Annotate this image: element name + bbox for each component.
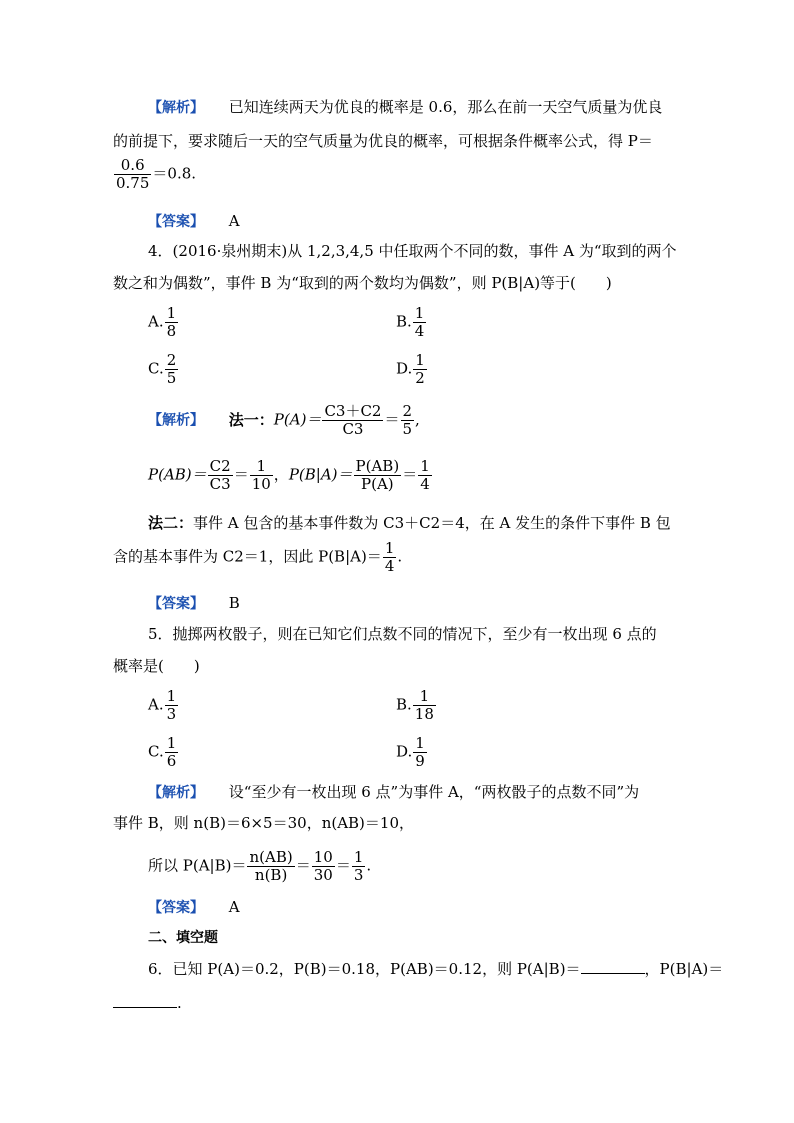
fraction: $\frac{1}{10}$ xyxy=(251,457,271,493)
option-a: A. $\frac{1}{3}$ xyxy=(148,687,177,723)
answer-line xyxy=(148,897,240,918)
explanation-line xyxy=(148,782,639,803)
answer-value: A xyxy=(228,212,240,230)
fraction: $\frac{0.6}{0.75}$ xyxy=(116,156,150,192)
formula-line: P(AB)＝ $\frac{C2}{C3}$ ＝ $\frac{1}{10}$ ，P(B|A)＝ $\frac{P(AB)}{P(A)}$ ＝ $\frac{1}{4}$ xyxy=(148,457,430,493)
text: ＝0.8. xyxy=(152,164,197,183)
text: 设“至少有一枚出现 6 点”为事件 A，“两枚骰子的点数不同”为 xyxy=(228,783,640,801)
explanation-tag: 【解析】 xyxy=(148,785,204,801)
answer-tag: 【答案】 xyxy=(148,214,204,230)
answer-value: B xyxy=(228,594,240,612)
method-label: 法一： xyxy=(228,410,274,429)
text: 已知连续两天为优良的概率是 0.6，那么在前一天空气质量为优良 xyxy=(228,98,663,116)
method-label: 法二： xyxy=(148,514,194,532)
explanation-line: 含的基本事件为 C2＝1，因此 P(B|A)＝ $\frac{1}{4}$ . xyxy=(113,539,403,575)
explanation-tag: 【解析】 xyxy=(148,100,204,116)
explanation-line: 的前提下，要求随后一天的空气质量为优良的概率，可根据条件概率公式，得 P＝ xyxy=(113,132,653,150)
formula-line xyxy=(113,157,196,192)
fraction: $\frac{P(AB)}{P(A)}$ xyxy=(355,457,400,493)
section-heading: 二、填空题 xyxy=(148,930,218,946)
option-c: C. $\frac{2}{5}$ xyxy=(148,351,177,387)
formula-line: 所以 P(A|B)＝ $\frac{n(AB)}{n(B)}$ ＝ $\frac{10}{30}$ ＝ $\frac{1}{3}$ . xyxy=(148,848,372,884)
fraction: $\frac{n(AB)}{n(B)}$ xyxy=(249,848,293,884)
question-line: 4．(2016·泉州期末)从 1,2,3,4,5 中任取两个不同的数，事件 A 为“取到的两个 xyxy=(148,242,677,260)
answer-line xyxy=(148,593,240,614)
answer-value: A xyxy=(228,898,240,916)
fraction: $\frac{C3+C2}{C3}$ xyxy=(324,402,382,438)
answer-blank[interactable] xyxy=(113,993,177,1008)
fraction: $\frac{1}{4}$ xyxy=(384,539,395,575)
explanation-line: 【解析】 法一：P(A)＝ $\frac{C3+C2}{C3}$ ＝ $\frac{2}{5}$ , xyxy=(148,402,420,438)
option-d: D. $\frac{1}{9}$ xyxy=(396,734,425,770)
question-line: 5．抛掷两枚骰子，则在已知它们点数不同的情况下，至少有一枚出现 6 点的 xyxy=(148,625,657,643)
explanation-line: 法二：事件 A 包含的基本事件数为 C3＋C2＝4，在 A 发生的条件下事件 B 包 xyxy=(148,514,671,532)
explanation-line xyxy=(148,97,662,118)
question-line: 6．已知 P(A)＝0.2，P(B)＝0.18，P(AB)＝0.12，则 P(A|B)＝ ，P(B|A)＝ xyxy=(148,960,724,978)
answer-tag: 【答案】 xyxy=(148,596,204,612)
option-b: B. $\frac{1}{4}$ xyxy=(396,304,425,340)
fraction: $\frac{1}{4}$ xyxy=(420,457,430,493)
option-b: B. $\frac{1}{18}$ xyxy=(396,687,434,723)
question-line: . xyxy=(113,993,182,1013)
answer-line xyxy=(148,211,240,232)
answer-blank[interactable] xyxy=(581,959,645,974)
fraction: $\frac{1}{3}$ xyxy=(353,848,364,884)
option-d: D. $\frac{1}{2}$ xyxy=(396,351,425,387)
option-a: A. $\frac{1}{8}$ xyxy=(148,304,177,340)
option-c: C. $\frac{1}{6}$ xyxy=(148,734,177,770)
question-line: 概率是( ) xyxy=(113,657,200,675)
answer-tag: 【答案】 xyxy=(148,900,204,916)
explanation-tag: 【解析】 xyxy=(148,412,204,429)
fraction: $\frac{10}{30}$ xyxy=(313,848,333,884)
explanation-line: 事件 B，则 n(B)＝6×5＝30，n(AB)＝10， xyxy=(113,814,414,832)
fraction: $\frac{C2}{C3}$ xyxy=(209,457,231,493)
fraction: $\frac{2}{5}$ xyxy=(402,402,413,438)
question-line: 数之和为偶数”，事件 B 为“取到的两个数均为偶数”，则 P(B|A)等于( ) xyxy=(113,274,612,292)
